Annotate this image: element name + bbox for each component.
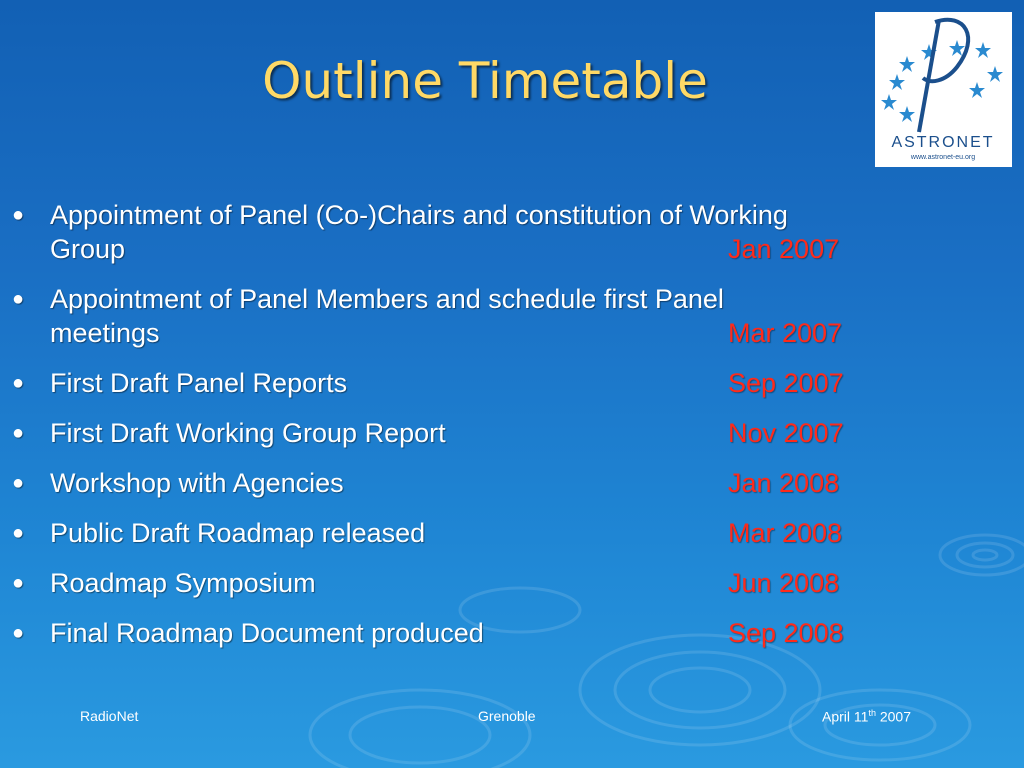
item-text: First Draft Working Group Report — [50, 418, 446, 448]
footer-date-prefix: April 11 — [822, 708, 869, 725]
bullet-icon: ● — [12, 572, 25, 594]
item-date: Jan 2008 — [728, 468, 840, 498]
logo-url: www.astronet-eu.org — [910, 154, 976, 161]
footer-center: Grenoble — [478, 708, 536, 724]
item-date: Sep 2008 — [728, 618, 844, 648]
item-text: First Draft Panel Reports — [50, 368, 348, 398]
item-date: Mar 2007 — [728, 318, 843, 348]
list-item — [0, 282, 1024, 350]
list-item — [0, 616, 1024, 650]
footer-date — [822, 708, 911, 725]
list-item — [0, 466, 1024, 500]
item-date: Nov 2007 — [728, 418, 844, 448]
footer-date-suffix: 2007 — [875, 708, 911, 725]
footer-date-sup: th — [868, 708, 876, 718]
item-text: Public Draft Roadmap released — [50, 518, 426, 548]
item-text: Roadmap Symposium — [50, 568, 316, 598]
slide-title: Outline Timetable — [262, 52, 708, 110]
list-item — [0, 516, 1024, 550]
list-item — [0, 198, 1024, 266]
bullet-icon: ● — [12, 422, 25, 444]
item-date: Sep 2007 — [728, 368, 844, 398]
bullet-icon: ● — [12, 288, 25, 310]
item-date: Mar 2008 — [728, 518, 843, 548]
item-text-line1: Appointment of Panel (Co-)Chairs and constitution of Working — [50, 200, 788, 230]
timetable-list — [0, 198, 1024, 666]
bullet-icon: ● — [12, 204, 25, 226]
bullet-icon: ● — [12, 622, 25, 644]
item-text: Workshop with Agencies — [50, 468, 344, 498]
list-item — [0, 416, 1024, 450]
astronet-logo — [875, 12, 1012, 167]
item-text-line1: Appointment of Panel Members and schedule first Panel — [50, 284, 724, 314]
logo-wordmark: ASTRONET — [891, 134, 995, 151]
list-item — [0, 566, 1024, 600]
footer-left: RadioNet — [80, 708, 139, 724]
item-text-line2: meetings — [50, 318, 160, 348]
astronet-logo-graphic — [875, 12, 1012, 167]
item-date: Jan 2007 — [728, 234, 840, 264]
list-item — [0, 366, 1024, 400]
item-date: Jun 2008 — [728, 568, 840, 598]
bullet-icon: ● — [12, 522, 25, 544]
item-text-line2: Group — [50, 234, 126, 264]
bullet-icon: ● — [12, 472, 25, 494]
bullet-icon: ● — [12, 372, 25, 394]
item-text: Final Roadmap Document produced — [50, 618, 484, 648]
